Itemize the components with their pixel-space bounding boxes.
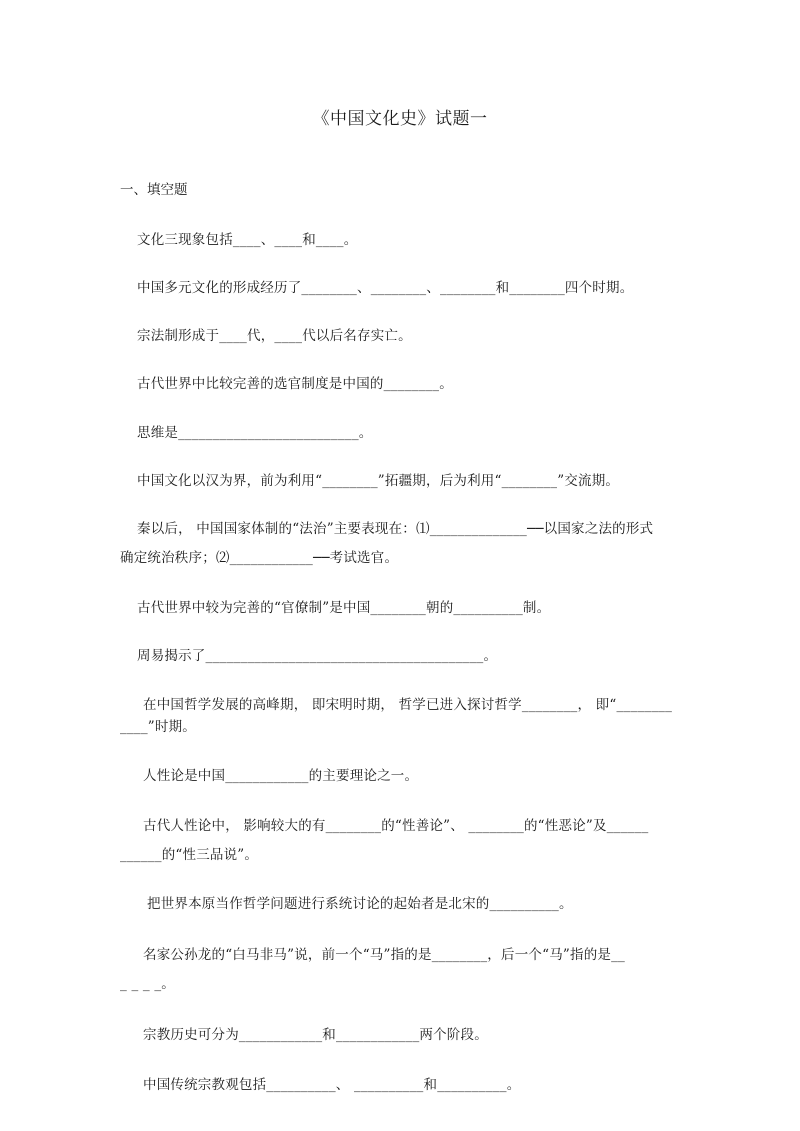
section-heading: 一、填空题 — [120, 182, 188, 198]
question-line: 文化三现象包括____、____和____。 — [137, 232, 358, 248]
question-line: 古代世界中较为完善的“官僚制”是中国________朝的__________制。 — [137, 600, 551, 616]
question-line: 人性论是中国____________的主要理论之一。 — [143, 768, 419, 784]
question-line: 宗法制形成于____代，____代以后名存实亡。 — [137, 328, 412, 344]
question-line: 把世界本原当作哲学问题进行系统讨论的起始者是北宋的__________。 — [147, 896, 573, 912]
question-line: _ _ _ _。 — [120, 976, 175, 992]
question-line: ____”时期。 — [120, 719, 197, 735]
question-line: 秦以后， 中国国家体制的“法治”主要表现在：⑴______________──以国家之法的形式 — [137, 521, 654, 537]
question-line: 古代世界中比较完善的选官制度是中国的________。 — [137, 376, 453, 392]
page-title: 《中国文化史》试题一 — [312, 109, 488, 129]
question-line: 古代人性论中， 影响较大的有________的“性善论”、 ________的“性恶论”及______ — [143, 818, 649, 834]
question-line: 中国文化以汉为界，前为利用“________”拓疆期，后为利用“________”交流期。 — [137, 473, 620, 489]
question-line: 思维是__________________________。 — [137, 425, 373, 441]
question-line: 周易揭示了________________________________________。 — [137, 648, 498, 664]
question-line: ______的“性三品说”。 — [120, 847, 259, 863]
question-line: 名家公孙龙的“白马非马”说，前一个“马”指的是________，后一个“马”指的是__ — [143, 947, 626, 963]
question-line: 中国多元文化的形成经历了________、________、________和________四个时期。 — [137, 280, 634, 296]
question-line: 确定统治秩序；⑵____________──考试选官。 — [120, 550, 399, 566]
question-line: 中国传统宗教观包括__________、 __________和__________。 — [143, 1077, 521, 1093]
question-line: 宗教历史可分为____________和____________两个阶段。 — [143, 1027, 488, 1043]
question-line: 在中国哲学发展的高峰期， 即宋明时期， 哲学已进入探讨哲学________， 即“________ — [143, 697, 673, 713]
